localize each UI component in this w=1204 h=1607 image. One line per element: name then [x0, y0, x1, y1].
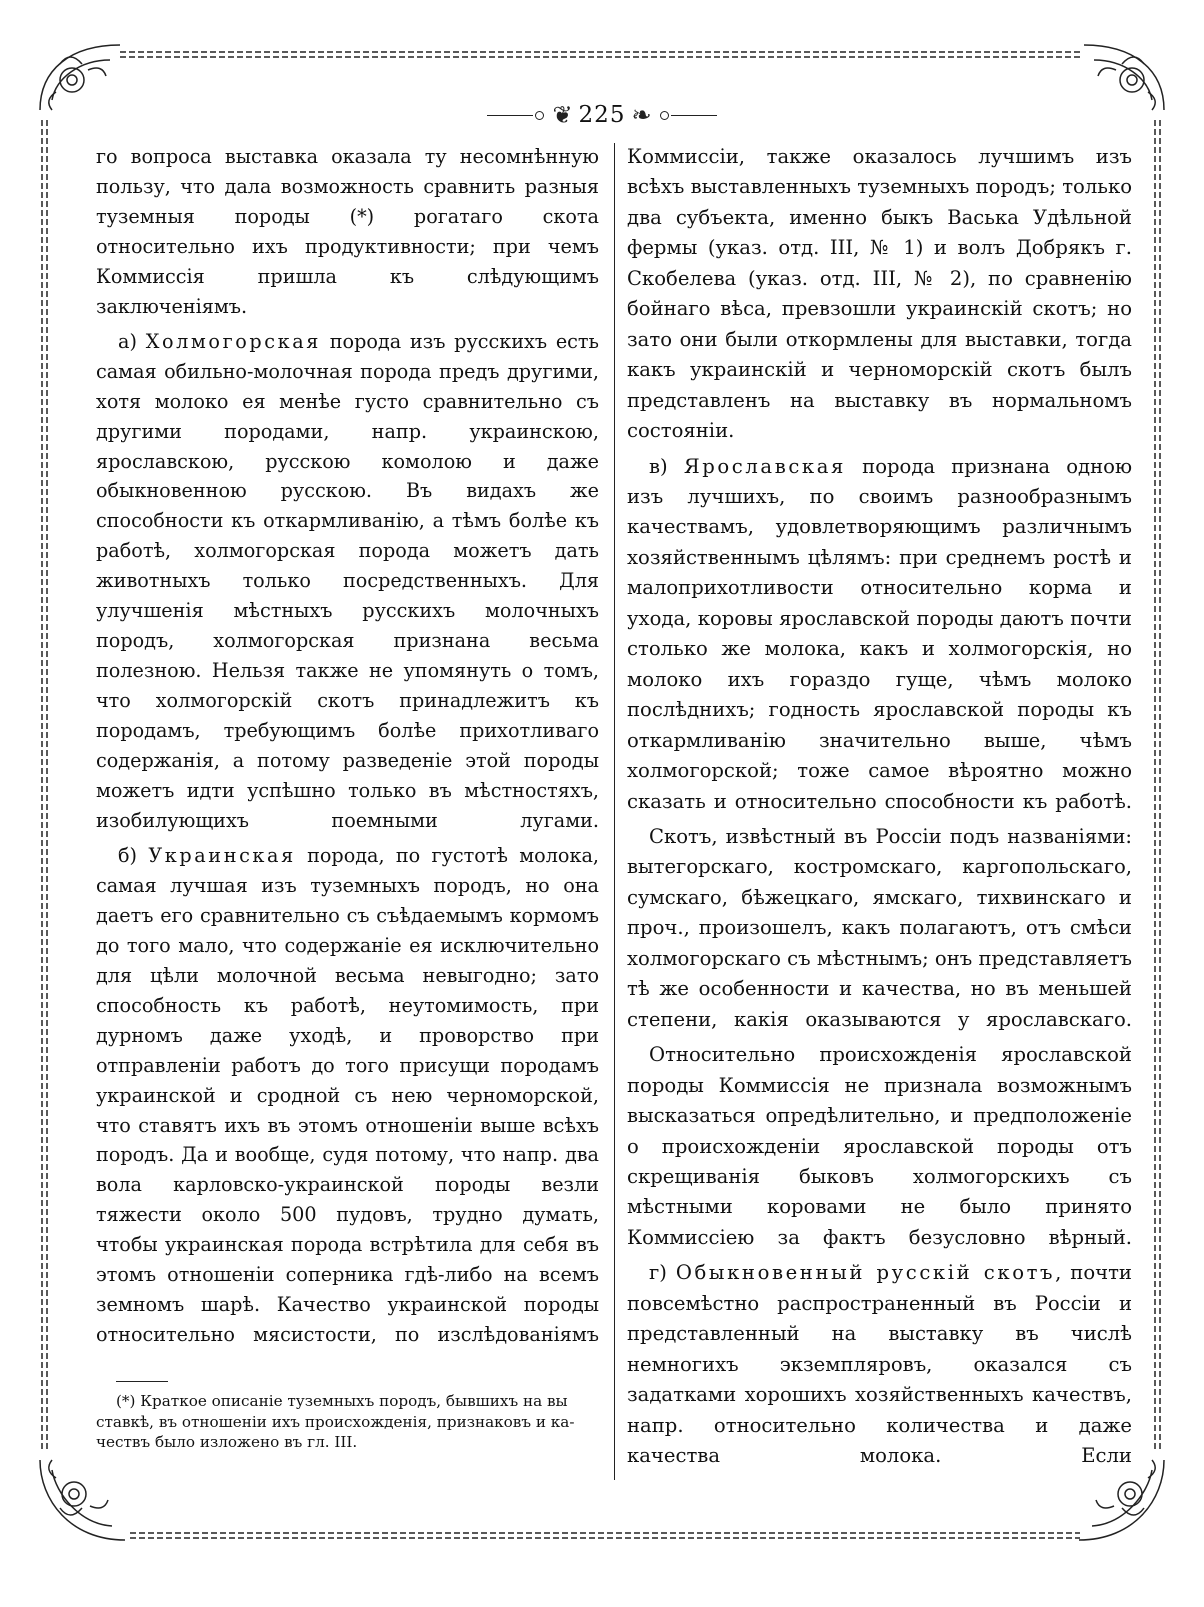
paragraph-ukrainskaya: б) Украинская порода, по густотѣ молока, самая лучшая изъ туземныхъ породъ, но она даетъ его сравнительно съ съѣдаемымъ кормомъ до того мало, что содержаніе ея исключительно для цѣли молочной весьма невыгодно; зато способность къ работѣ, неутомимость, при дурномъ даже уходѣ, и проворство при отправленіи работъ до того присущи породамъ украинской и сродной съ нею черноморской, что ставятъ ихъ въ этомъ отношеніи выше всѣхъ породъ. Да и вообще, судя потому, что напр. два вола карловско-украинской породы везли тяжести около 500 пудовъ, трудно думать, чтобы украинская порода встрѣтила для себя въ этомъ отношеніи соперника гдѣ-либо на всемъ земномъ шарѣ. Качество украинской породы относительно мясистости, по изслѣдованіямъ	[96, 843, 599, 1347]
footnote-rule	[116, 1381, 168, 1382]
left-column	[96, 142, 599, 1355]
header-dot-right	[660, 111, 669, 120]
paragraph: го вопроса выставка оказала ту несомнѣнную пользу, что дала возможность сравнить разныя туземныя породы (*) рогатаго скота относительно ихъ продуктивности; при чемъ Коммиссія пришла къ слѣдующимъ заключеніямъ.	[96, 145, 599, 318]
header-flourish-left-icon: ❦	[552, 101, 573, 129]
breed-heading: Ярославская	[683, 454, 846, 478]
footnote-line: (*) Краткое описаніе туземныхъ породъ, бывшихъ на вы	[116, 1392, 568, 1410]
paragraph: Коммиссіи, также оказалось лучшимъ изъ всѣхъ выставленныхъ туземныхъ породъ; только два субъекта, именно быкъ Васька Удѣльной фермы (указ. отд. III, № 1) и волъ Добрякъ г. Скобелева (указ. отд. III, № 2), по сравненію бойнаго вѣса, превзошли украинскій скотъ; но зато они были откормлены для выставки, тогда какъ украинскій и черноморскій скотъ былъ представленъ на выставку въ нормальномъ состояніи.	[627, 145, 1132, 443]
header-rule-left	[487, 115, 533, 116]
footnote	[96, 1391, 599, 1453]
footnote-line: чествъ было изложено въ гл. III.	[96, 1433, 358, 1451]
footnote-line: ставкѣ, въ отношеніи ихъ происхожденія, признаковъ и ка-	[96, 1412, 575, 1431]
paragraph-yaroslavskaya: в) Ярославская порода признана одною изъ лучшихъ, по своимъ разнообразнымъ качествамъ, удовлетворяющимъ различнымъ хозяйственнымъ цѣлямъ: при среднемъ ростѣ и малоприхотливости относительно корма и ухода, коровы ярославской породы даютъ почти столько же молока, какъ и холмогорскія, но молоко ихъ гораздо гуще, чѣмъ молоко послѣднихъ; годность ярославской породы къ откармливанію значительно выше, чѣмъ холмогорской; тоже самое вѣроятно можно сказать и относительно способности къ работѣ.	[627, 454, 1132, 813]
page-number: 225	[578, 102, 626, 128]
column-divider	[614, 143, 615, 1480]
paragraph-russkiy: г) Обыкновенный русскій скотъ, почти повсемѣстно распространенный въ Россіи и представленный на выставку въ числѣ немногихъ экземпляровъ, оказался съ задатками хорошихъ хозяйственныхъ качествъ, напр. относительно количества и даже качества молока. Если	[627, 1261, 1132, 1468]
breed-heading: Холмогорская	[145, 329, 321, 353]
header-dot-left	[535, 111, 544, 120]
header-rule-right	[671, 115, 717, 116]
paragraph: Относительно происхожденія ярославской породы Коммиссія не признала возможнымъ высказаться опредѣлительно, и предположеніе о происхожденіи ярославской породы отъ скрещиванія быковъ холмогорскихъ съ мѣстными коровами не было принято Коммиссіею за фактъ безусловно вѣрный.	[627, 1043, 1132, 1249]
page-header	[0, 97, 1204, 133]
breed-heading: Обыкновенный русскій скотъ	[675, 1261, 1056, 1285]
breed-heading: Украинская	[148, 843, 296, 867]
header-flourish-right-icon: ❧	[631, 101, 652, 129]
paragraph-holmogorskaya: а) Холмогорская порода изъ русскихъ есть самая обильно-молочная порода предъ другими, хотя молоко ея менѣе густо сравнительно съ другими породами, напр. украинскою, ярославскою, русскою комолою и даже обыкновенною русскою. Въ видахъ же способности къ откармливанію, а тѣмъ болѣе къ работѣ, холмогорская порода можетъ дать животныхъ только посредственныхъ. Для улучшенія мѣстныхъ русскихъ молочныхъ породъ, холмогорская признана весьма полезною. Нельзя также не упомянуть о томъ, что холмогорскій скотъ принадлежитъ къ породамъ, требующимъ болѣе прихотливаго содержанія, а потому разведеніе этой породы можетъ идти успѣшно только въ мѣстностяхъ, изобилующихъ поемными лугами.	[96, 329, 599, 832]
footnote-marker: (*)	[116, 1392, 136, 1410]
right-column	[627, 142, 1132, 1476]
corner-flourish-bottom-left	[40, 1460, 125, 1540]
paragraph: Скотъ, извѣстный въ Россіи подъ названіями: вытегорскаго, костромскаго, каргопольскаго, сумскаго, бѣжецкаго, ямскаго, тихвинскаго и проч., произошелъ, какъ полагаютъ, отъ смѣси холмогорскаго съ мѣстнымъ; онъ представляетъ тѣ же особенности и качества, но въ меньшей степени, какія оказываются у ярославскаго.	[627, 824, 1132, 1031]
